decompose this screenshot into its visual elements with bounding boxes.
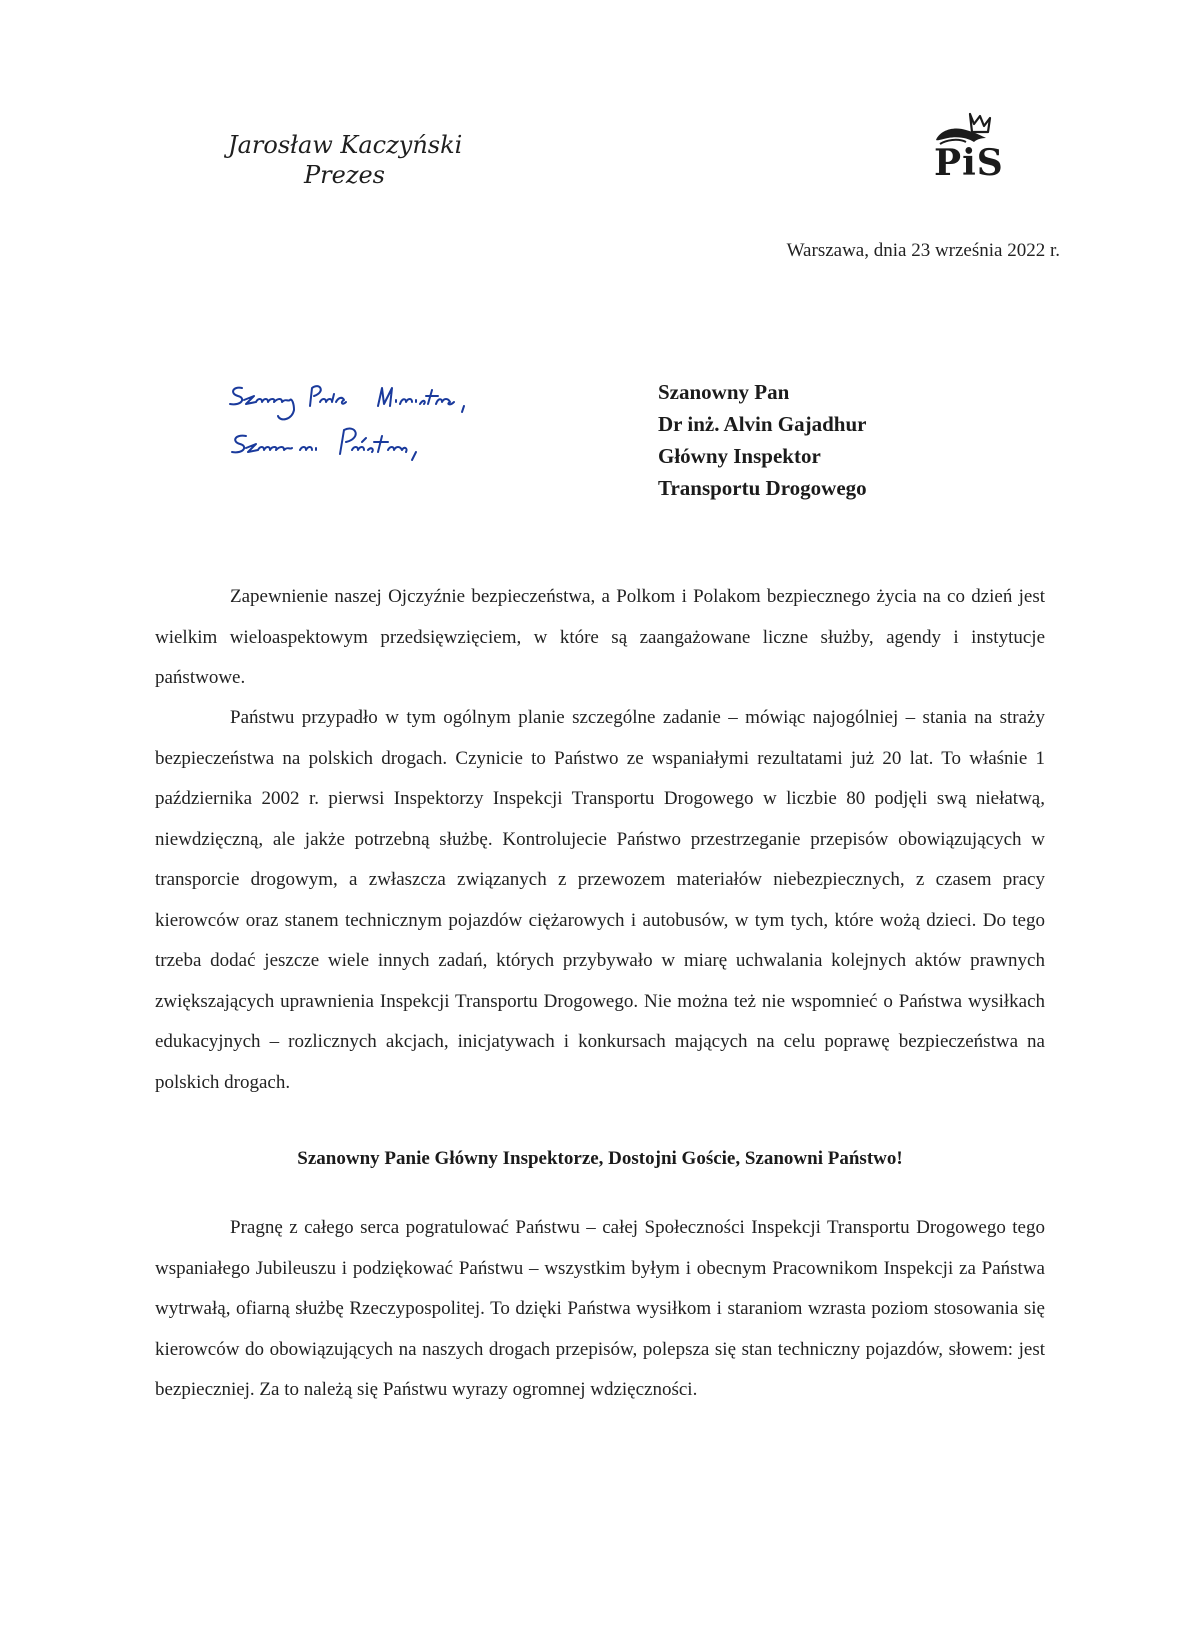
paragraph-3 [155,1208,1045,1411]
sender-name: Jarosław Kaczyński [228,131,463,159]
paragraph-text: Państwu przypadło w tym ogólnym planie szczególne zadanie – mówiąc najogólniej – stania na straży bezpieczeństwa na polskich drogach. Czynicie to Państwo ze wspaniałymi rezultatami już 20 lat. To właśnie 1 października 2002 r. pierwsi Inspektorzy Inspekcji Transportu Drogowego w liczbie 80 podjęli swą niełatwą, niewdzięczną, ale jakże potrzebną służbę. Kontrolujecie Państwo przestrzeganie przepisów obowiązujących w transporcie drogowym, a zwłaszcza związanych z przewozem materiałów niebezpiecznych, z czasem pracy kierowców oraz stanem technicznym pojazdów ciężarowych i autobusów, w tym tych, które wożą dzieci. Do tego trzeba dodać jeszcze wiele innych zadań, których przybywało w miarę uchwalania kolejnych aktów prawnych zwiększających uprawnienia Inspekcji Transportu Drogowego. Nie można też nie wspomnieć o Państwa wysiłkach edukacyjnych – rozlicznych akcjach, inicjatywach i konkursach mających na celu poprawę bezpieczeństwa na polskich drogach. [155,707,1045,1093]
sender-block [228,130,462,190]
paragraph-2 [155,698,1045,1103]
paragraph-text: Pragnę z całego serca pogratulować Państwu – całej Społeczności Inspekcji Transportu Drogowego tego wspaniałego Jubileuszu i podziękować Państwu – wszystkim byłym i obecnym Pracownikom Inspekcji za Państwa wytrwałą, ofiarną służbę Rzeczypospolitej. To dzięki Państwa wysiłkom i staraniom wzrasta poziom stosowania się kierowców do obowiązujących na naszych drogach przepisów, polepsza się stan techniczny pojazdów, słowem: jest bezpieczniej. Za to należą się Państwu wyrazy ogromnej wdzięczności. [155,1217,1045,1400]
paragraph-1 [155,577,1045,699]
logo-text: PiS [934,142,1004,184]
date-line: Warszawa, dnia 23 września 2022 r. [786,240,1060,261]
greeting-heading: Szanowny Panie Główny Inspektorze, Dostojni Goście, Szanowni Państwo! [297,1148,903,1169]
sender-role: Prezes [304,161,385,189]
addressee-line: Dr inż. Alvin Gajadhur [658,412,867,436]
addressee-line: Główny Inspektor [658,444,821,468]
paragraph-text: Zapewnienie naszej Ojczyźnie bezpieczeństwa, a Polkom i Polakom bezpiecznego życia na co dzień jest wielkim wieloaspektowym przedsięwzięciem, w które są zaangażowane liczne służby, agendy i instytucje państwowe. [155,586,1045,688]
addressee-block [658,376,867,504]
addressee-line: Szanowny Pan [658,380,790,404]
addressee-line: Transportu Drogowego [658,476,867,500]
handwritten-salutation [228,380,558,480]
